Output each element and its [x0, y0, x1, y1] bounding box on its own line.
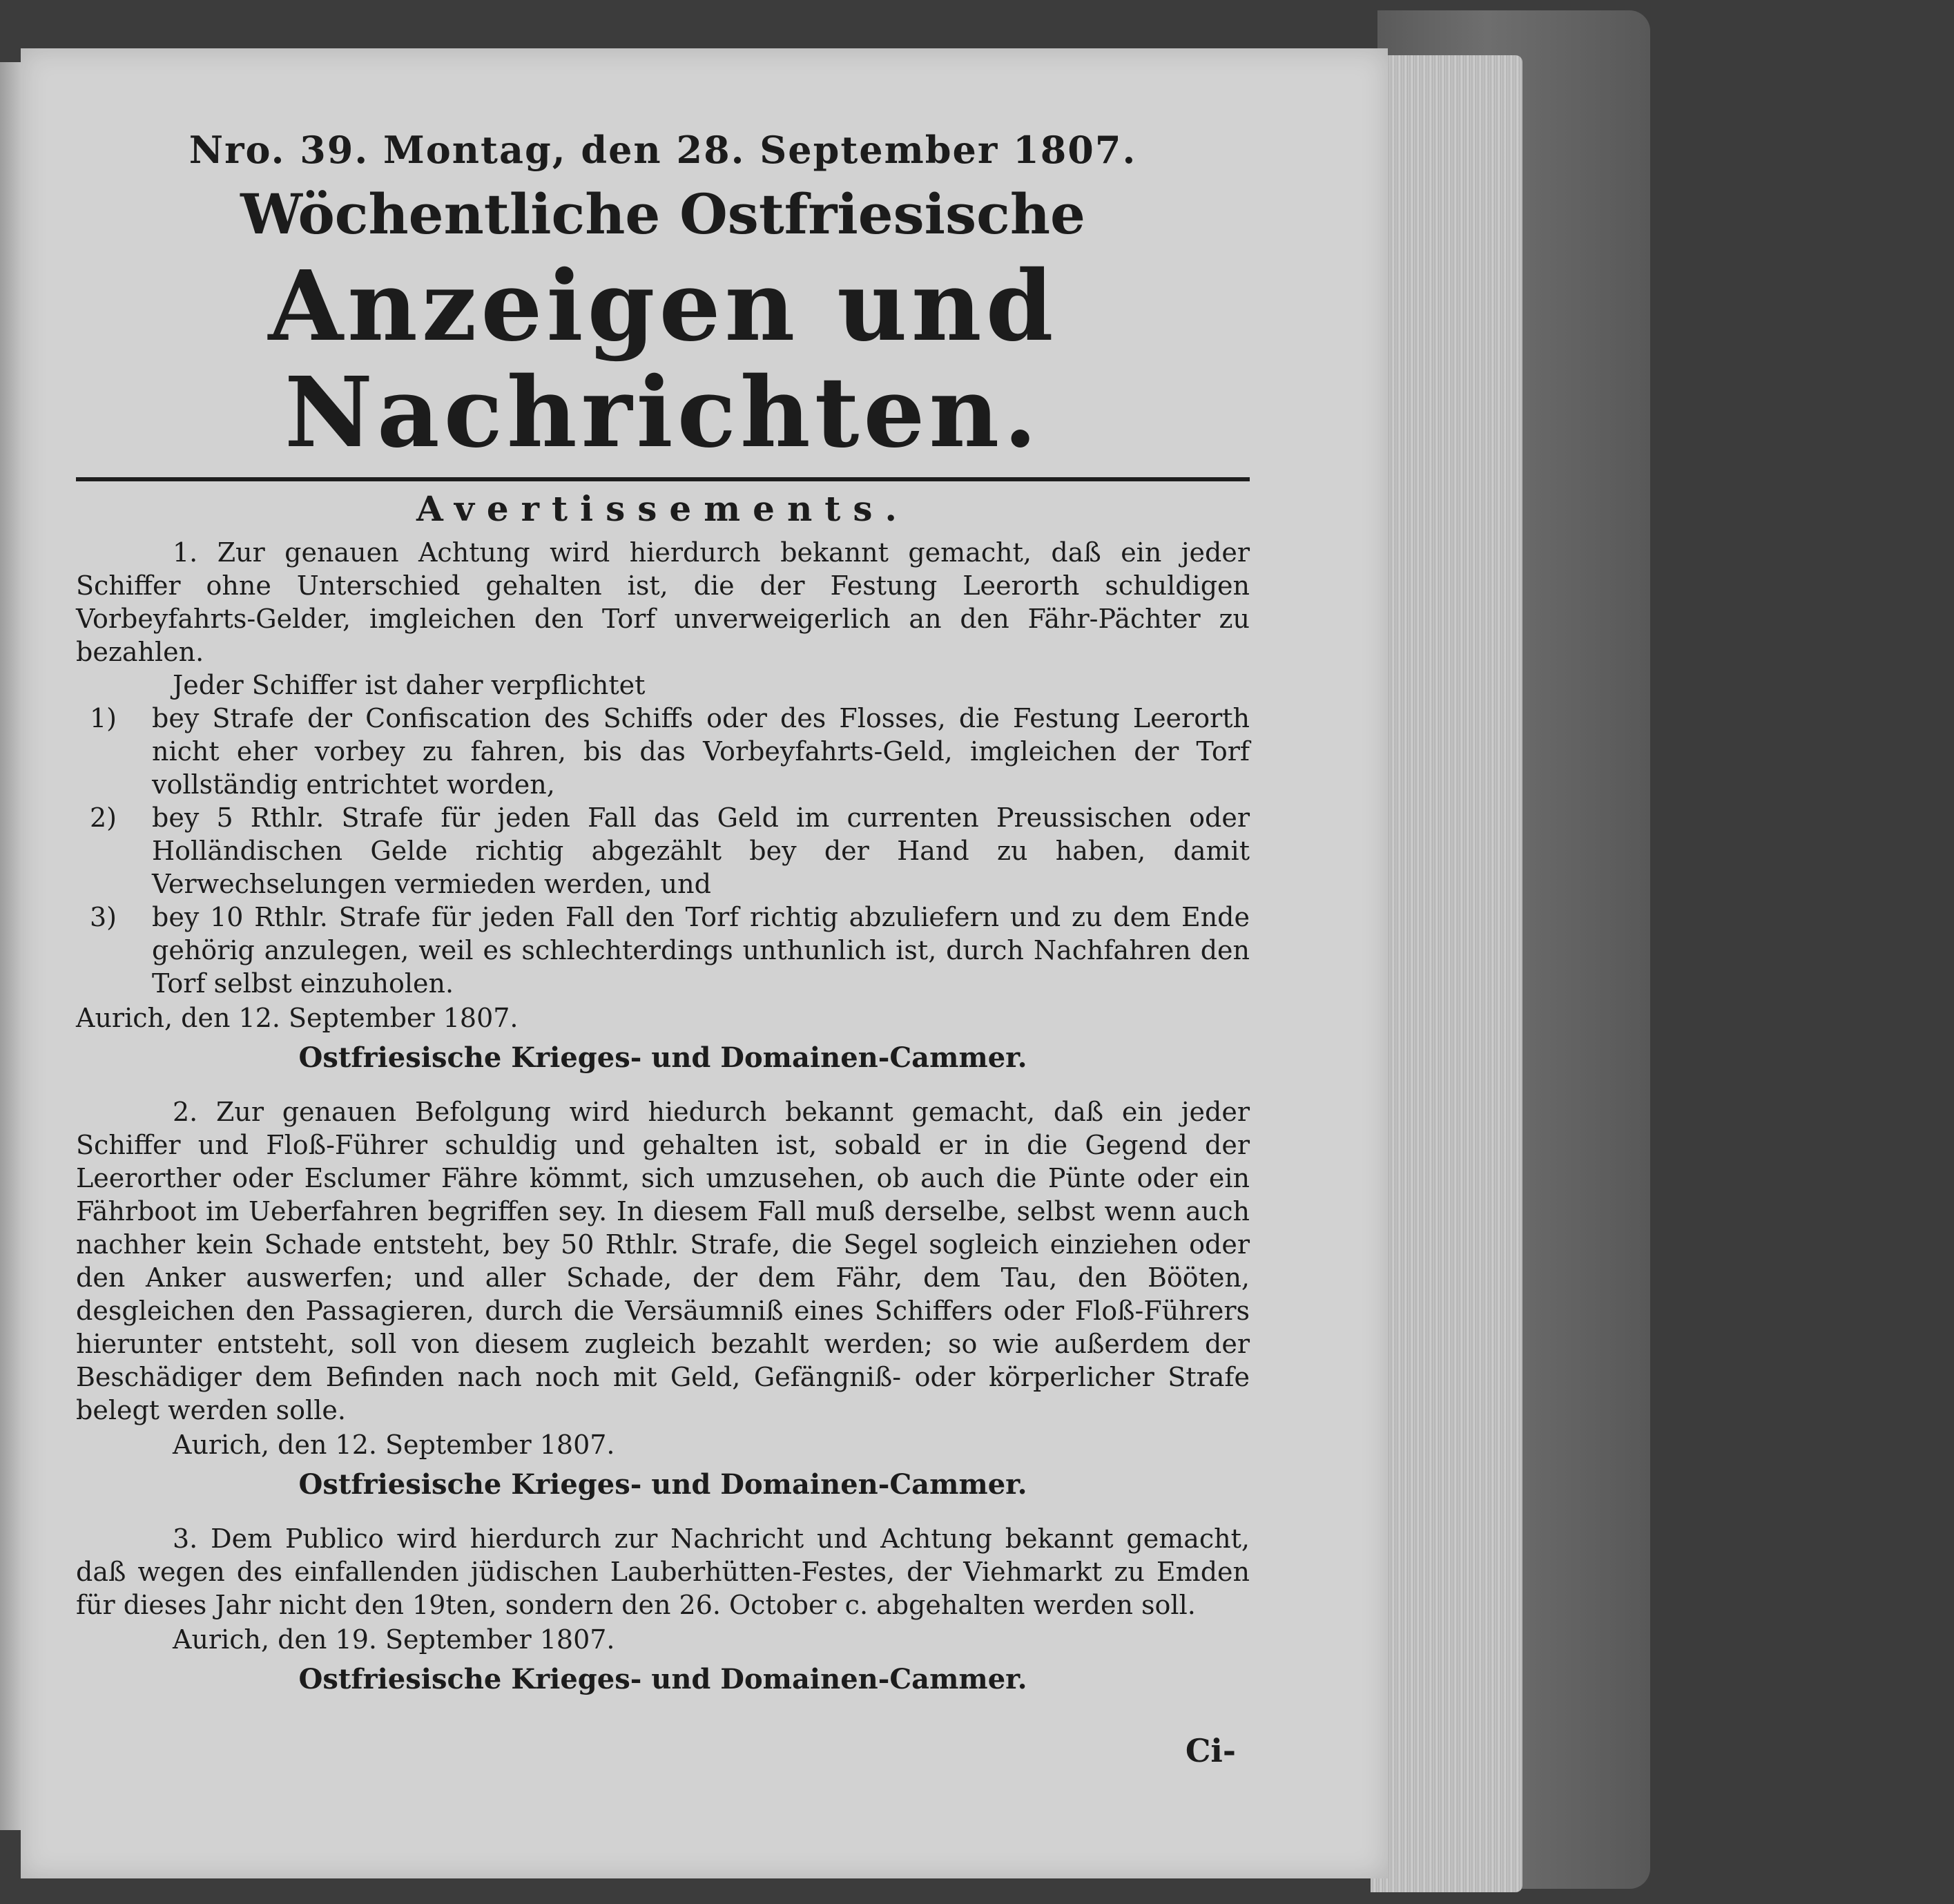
page-content: [76, 128, 1250, 1769]
notice-1-signature: Ostfriesische Krieges- und Domainen-Cammer.: [298, 1041, 1027, 1074]
notice-3: [76, 1522, 1250, 1698]
item-text: bey 10 Rthlr. Strafe für jeden Fall den Torf richtig abzuliefern und zu dem Ende gehörig anzulegen, weil es schlechterdings unthunlich ist, durch Nachfahren den Torf selbst einzuholen.: [152, 902, 1250, 999]
item-text: bey Strafe der Confiscation des Schiffs oder des Flosses, die Festung Leerorth nicht eher vorbey zu fahren, bis das Vorbeyfahrts-Geld, imgleichen der Torf vollständig entrichtet worden,: [152, 703, 1250, 800]
notice-1-obligation: Jeder Schiffer ist daher verpflichtet: [173, 670, 646, 700]
notice-1-item: [76, 901, 1250, 1000]
notice-1-dateline: Aurich, den 12. September 1807.: [76, 1003, 519, 1033]
notice-1-item: [76, 702, 1250, 801]
newspaper-title-line-1: Wöchentliche Ostfriesische: [240, 182, 1085, 247]
notice-1-intro: 1. Zur genauen Achtung wird hierdurch bekannt gemacht, daß ein jeder Schiffer ohne Unterschied gehalten ist, die der Festung Leerorth schuldigen Vorbeyfahrts-Gelder, imgleichen den Torf unverweigerlich an den Fähr-Pächter zu bezahlen.: [76, 537, 1250, 667]
notice-2-signature: Ostfriesische Krieges- und Domainen-Cammer.: [298, 1468, 1027, 1501]
notice-1-item: [76, 801, 1250, 901]
item-text: bey 5 Rthlr. Strafe für jeden Fall das Geld im currenten Preussischen oder Holländischen Gelde richtig abgezählt bey der Hand zu haben, damit Verwechselungen vermieden werden, und: [152, 802, 1250, 899]
newspaper-title-line-2: Anzeigen und Nachrichten.: [268, 250, 1058, 470]
notice-2-text: 2. Zur genauen Befolgung wird hiedurch bekannt gemacht, daß ein jeder Schiffer und Floß-Führer schuldig und gehalten ist, sobald er in die Gegend der Leerorther oder Esclumer Fähre kömmt, sich umzusehen, ob auch die Pünte oder ein Fährboot im Ueberfahren begriffen sey. In diesem Fall muß derselbe, selbst wenn auch nachher kein Schade entsteht, bey 50 Rthlr. Strafe, die Segel sogleich einziehen oder den Anker auswerfen; und aller Schade, der dem Fähr, dem Tau, den Bööten, desgleichen den Passagieren, durch die Versäumniß eines Schiffers oder Floß-Führers hierunter entsteht, soll von diesem zugleich bezahlt werden; so wie außerdem der Beschädiger dem Befinden nach noch mit Geld, Gefängniß- oder körperlicher Strafe belegt werden solle.: [76, 1097, 1250, 1425]
notice-2: [76, 1095, 1250, 1503]
notice-1: [76, 536, 1250, 1076]
item-number: 3): [90, 902, 117, 932]
catchword: Ci-: [1185, 1732, 1236, 1769]
title-rule: [76, 477, 1250, 481]
page-edges: [1371, 55, 1522, 1892]
section-heading: Avertissements.: [416, 488, 909, 529]
notice-3-dateline: Aurich, den 19. September 1807.: [173, 1624, 615, 1655]
notice-3-signature: Ostfriesische Krieges- und Domainen-Cammer.: [298, 1663, 1027, 1695]
item-number: 2): [90, 802, 117, 833]
newspaper-page: [21, 48, 1388, 1878]
item-number: 1): [90, 703, 117, 733]
notice-3-text: 3. Dem Publico wird hierdurch zur Nachricht und Achtung bekannt gemacht, daß wegen des einfallenden jüdischen Lauberhütten-Festes, der Viehmarkt zu Emden für dieses Jahr nicht den 19ten, sondern den 26. October c. abgehalten werden soll.: [76, 1523, 1250, 1620]
issue-line: Nro. 39. Montag, den 28. September 1807.: [188, 128, 1137, 172]
notice-2-dateline: Aurich, den 12. September 1807.: [173, 1430, 615, 1460]
